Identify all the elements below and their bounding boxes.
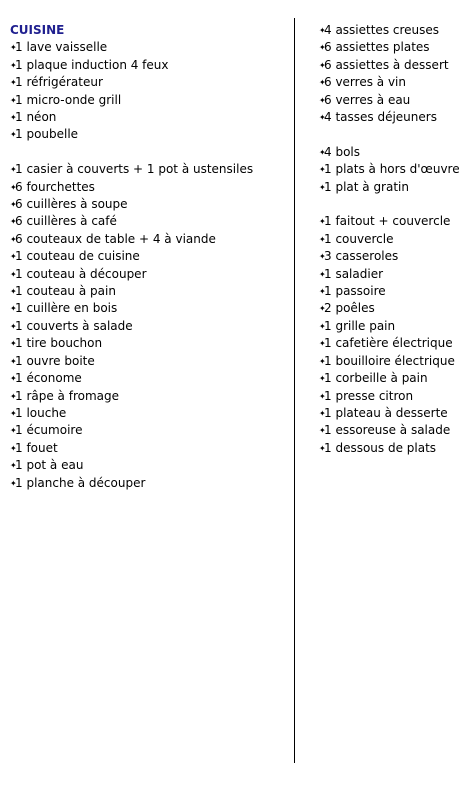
item-text: 3 casseroles [324, 249, 399, 264]
item-text: 1 économe [15, 371, 82, 386]
list-item [319, 405, 469, 422]
item-text: 1 planche à découper [15, 475, 146, 490]
list-item [319, 231, 469, 248]
list-item [319, 283, 469, 300]
item-text: 1 casier à couverts + 1 pot à ustensiles [15, 162, 254, 177]
list-item [319, 300, 469, 317]
item-text: 4 bols [324, 144, 360, 159]
list-item [319, 248, 469, 265]
list-item [319, 422, 469, 439]
item-text: 1 tire bouchon [15, 336, 103, 351]
bullet-icon: ✦ [10, 443, 17, 453]
bullet-icon: ✦ [10, 130, 17, 140]
list-item [319, 109, 469, 126]
list-item [319, 213, 469, 230]
item-text: 1 presse citron [324, 388, 414, 403]
list-item [10, 161, 288, 178]
item-text: 1 cafetière électrique [324, 336, 453, 351]
list-item [10, 475, 288, 492]
list-item [10, 440, 288, 457]
list-item [10, 318, 288, 335]
item-text: 1 pot à eau [15, 458, 84, 473]
list-item [319, 161, 469, 178]
bullet-icon: ✦ [10, 60, 17, 70]
item-text: 1 couteau à découper [15, 266, 147, 281]
item-text: 1 ouvre boite [15, 353, 95, 368]
item-text: 6 assiettes plates [324, 40, 430, 55]
bullet-icon: ✦ [10, 269, 17, 279]
bullet-icon: ✦ [10, 287, 17, 297]
bullet-icon: ✦ [319, 374, 326, 384]
list-item [10, 39, 288, 56]
item-text: 1 couverts à salade [15, 318, 133, 333]
item-text: 6 cuillères à café [15, 214, 117, 229]
item-text: 1 cuillère en bois [15, 301, 118, 316]
list-item [10, 422, 288, 439]
item-text: 6 fourchettes [15, 179, 95, 194]
bullet-icon: ✦ [10, 374, 17, 384]
bullet-icon: ✦ [319, 252, 326, 262]
bullet-icon: ✦ [319, 304, 326, 314]
bullet-icon: ✦ [10, 200, 17, 210]
item-group [10, 39, 288, 143]
section-title: CUISINE [10, 23, 65, 37]
item-text: 1 corbeille à pain [324, 371, 428, 386]
list-item [10, 266, 288, 283]
bullet-icon: ✦ [319, 26, 326, 35]
list-item [10, 353, 288, 370]
bullet-icon: ✦ [10, 217, 17, 227]
bullet-icon: ✦ [319, 60, 326, 70]
list-item [10, 57, 288, 74]
item-text: 1 faitout + couvercle [324, 214, 451, 229]
item-text: 6 verres à eau [324, 92, 411, 107]
bullet-icon: ✦ [319, 339, 326, 349]
item-text: 1 plats à hors d'œuvre [324, 162, 460, 177]
list-item [10, 457, 288, 474]
item-text: 6 verres à vin [324, 75, 406, 90]
item-text: 1 couteau de cuisine [15, 249, 140, 264]
list-item [319, 370, 469, 387]
bullet-icon: ✦ [10, 321, 17, 331]
list-item [10, 179, 288, 196]
item-text: 1 essoreuse à salade [324, 423, 451, 438]
item-text: 1 couteau à pain [15, 284, 116, 299]
list-item [10, 196, 288, 213]
list-item [10, 283, 288, 300]
bullet-icon: ✦ [319, 147, 326, 157]
list-item [10, 388, 288, 405]
item-text: 1 louche [15, 405, 67, 420]
bullet-icon: ✦ [10, 78, 17, 88]
bullet-icon: ✦ [10, 165, 17, 175]
bullet-icon: ✦ [319, 182, 326, 192]
list-item [10, 213, 288, 230]
bullet-icon: ✦ [10, 304, 17, 314]
bullet-icon: ✦ [319, 356, 326, 366]
list-item [319, 318, 469, 335]
list-item [319, 335, 469, 352]
list-item [10, 231, 288, 248]
list-item [10, 300, 288, 317]
item-text: 6 couteaux de table + 4 à viande [15, 231, 216, 246]
item-text: 1 néon [15, 110, 57, 125]
bullet-icon: ✦ [319, 165, 326, 175]
list-item [319, 440, 469, 457]
list-item [319, 57, 469, 74]
item-text: 1 fouet [15, 440, 58, 455]
list-item [319, 39, 469, 56]
bullet-icon: ✦ [319, 426, 326, 436]
item-text: 1 grille pain [324, 318, 396, 333]
list-item [319, 144, 469, 161]
bullet-icon: ✦ [319, 408, 326, 418]
list-item [10, 126, 288, 143]
bullet-icon: ✦ [10, 252, 17, 262]
list-item [319, 22, 469, 39]
list-item [319, 92, 469, 109]
bullet-icon: ✦ [10, 408, 17, 418]
list-item [10, 92, 288, 109]
item-text: 1 râpe à fromage [15, 388, 119, 403]
bullet-icon: ✦ [319, 287, 326, 297]
left-item-groups [10, 39, 288, 492]
bullet-icon: ✦ [10, 43, 17, 53]
list-item [10, 109, 288, 126]
bullet-icon: ✦ [10, 182, 17, 192]
list-item [319, 266, 469, 283]
bullet-icon: ✦ [319, 78, 326, 88]
left-column [10, 22, 288, 509]
item-text: 1 réfrigérateur [15, 75, 103, 90]
item-text: 1 plateau à desserte [324, 405, 448, 420]
item-text: 1 plaque induction 4 feux [15, 57, 169, 72]
bullet-icon: ✦ [10, 339, 17, 349]
item-group [319, 144, 469, 196]
list-item [10, 248, 288, 265]
list-item [319, 74, 469, 91]
right-item-groups [319, 22, 469, 457]
bullet-icon: ✦ [319, 269, 326, 279]
bullet-icon: ✦ [10, 391, 17, 401]
bullet-icon: ✦ [319, 113, 326, 123]
right-column [319, 22, 469, 475]
bullet-icon: ✦ [319, 43, 326, 53]
item-text: 2 poêles [324, 301, 375, 316]
list-item [10, 74, 288, 91]
item-text: 4 assiettes creuses [324, 23, 440, 37]
list-item [319, 353, 469, 370]
bullet-icon: ✦ [10, 426, 17, 436]
bullet-icon: ✦ [319, 443, 326, 453]
list-item [10, 335, 288, 352]
bullet-icon: ✦ [10, 356, 17, 366]
item-text: 1 couvercle [324, 231, 394, 246]
bullet-icon: ✦ [319, 95, 326, 105]
bullet-icon: ✦ [319, 321, 326, 331]
item-group [10, 161, 288, 492]
bullet-icon: ✦ [319, 234, 326, 244]
item-text: 1 poubelle [15, 127, 79, 142]
bullet-icon: ✦ [10, 113, 17, 123]
bullet-icon: ✦ [10, 478, 17, 488]
item-text: 1 plat à gratin [324, 179, 409, 194]
item-text: 1 saladier [324, 266, 384, 281]
column-divider [294, 18, 295, 763]
bullet-icon: ✦ [10, 234, 17, 244]
item-group [319, 22, 469, 126]
list-item [10, 370, 288, 387]
item-text: 1 bouilloire électrique [324, 353, 455, 368]
bullet-icon: ✦ [319, 217, 326, 227]
list-item [319, 179, 469, 196]
bullet-icon: ✦ [10, 461, 17, 471]
item-text: 1 dessous de plats [324, 440, 437, 455]
list-item [10, 405, 288, 422]
item-text: 1 lave vaisselle [15, 40, 108, 55]
item-text: 6 assiettes à dessert [324, 57, 449, 72]
item-text: 1 écumoire [15, 423, 83, 438]
item-text: 1 passoire [324, 284, 386, 299]
bullet-icon: ✦ [10, 95, 17, 105]
item-text: 1 micro-onde grill [15, 92, 122, 107]
item-group [319, 213, 469, 457]
list-item [319, 388, 469, 405]
item-text: 6 cuillères à soupe [15, 197, 128, 212]
bullet-icon: ✦ [319, 391, 326, 401]
item-text: 4 tasses déjeuners [324, 110, 437, 125]
